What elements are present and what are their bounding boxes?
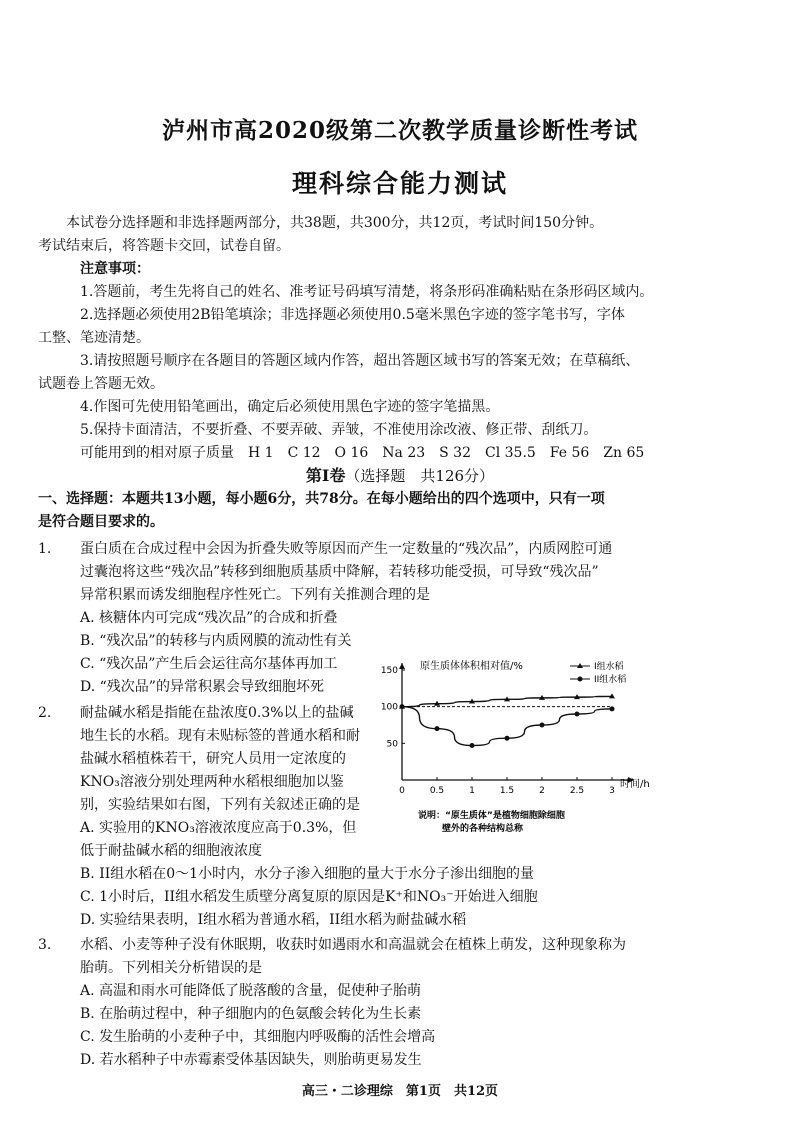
y-axis-arrow [399, 663, 405, 669]
legend-entry: I组水稻 [594, 662, 624, 672]
page-footer: 高三・二诊理综 第1页 共12页 [301, 1084, 499, 1099]
notice-line: 5.保持卡面清洁，不要折叠、不要弄破、弄皱，不准使用涂改液、修正带、刮纸刀。 [80, 422, 598, 438]
part-heading-line-1: 一、选择题：本题共13小题，每小题6分，共78分。在每小题给出的四个选项中，只有一项 [38, 491, 605, 507]
intro-line-1: 本试卷分选择题和非选择题两部分，共38题，共300分，共12页，考试时间150分钟。 [66, 215, 604, 231]
section-heading [0, 463, 800, 486]
chart-xlabel: 时间/h [620, 779, 650, 790]
protoplast-volume-chart [370, 655, 670, 835]
q1-option-d: D. “残次品”的异常积累会导致细胞坏死 [80, 679, 324, 695]
q2-stem-line: KNO₃溶液分别处理两种水稻根细胞加以鉴 [80, 774, 344, 790]
question-number: 3. [38, 937, 52, 953]
section-detail: （选择题 共126分） [345, 467, 495, 485]
notice-line: 1.答题前，考生先将自己的姓名、准考证号码填写清楚，将条形码准确粘贴在条形码区域内。 [80, 284, 654, 300]
legend-entry: II组水稻 [594, 675, 627, 685]
notice-line: 2.选择题必须使用2B铅笔填涂；非选择题必须使用0.5毫米黑色字迹的签字笔书写，字体 [80, 307, 625, 323]
q3-option-d: D. 若水稻种子中赤霉素受体基因缺失，则胎萌更易发生 [80, 1052, 422, 1068]
q3-option-a: A. 高温和雨水可能降低了脱落酸的含量，促使种子胎萌 [80, 983, 422, 999]
y-tick-label: 100 [380, 702, 398, 713]
q2-option-a-cont: 低于耐盐碱水稻的细胞液浓度 [80, 843, 262, 859]
q1-stem-line: 异常积累而诱发细胞程序性死亡。下列有关推测合理的是 [80, 587, 430, 603]
legend-marker [578, 677, 583, 682]
x-tick-label: 1 [469, 786, 475, 796]
section-title: 第Ⅰ卷 [305, 466, 346, 485]
chart-ylabel: 原生质体体积相对值/% [420, 661, 523, 672]
data-point [575, 712, 580, 717]
exam-subtitle: 理科综合能力测试 [291, 169, 508, 198]
q1-stem-line: 蛋白质在合成过程中会因为折叠失败等原因而产生一定数量的“残次品”，内质网腔可通 [80, 541, 613, 557]
x-tick-label: 1.5 [499, 786, 515, 796]
q3-stem-line: 水稻、小麦等种子没有休眠期，收获时如遇雨水和高温就会在植株上萌发，这种现象称为 [80, 937, 626, 953]
notice-line: 4.作图可先使用铅笔画出，确定后必须使用黑色字迹的签字笔描黑。 [80, 399, 500, 415]
data-point [540, 723, 545, 728]
x-tick-label: 3 [609, 786, 615, 796]
q3-option-c: C. 发生胎萌的小麦种子中，其细胞内呼吸酶的活性会增高 [80, 1029, 436, 1045]
q2-option-c: C. 1小时后，II组水稻发生质壁分离复原的原因是K⁺和NO₃⁻开始进入细胞 [80, 889, 538, 905]
notice-line: 试题卷上答题无效。 [38, 376, 164, 392]
q2-stem-line: 别，实验结果如右图，下列有关叙述正确的是 [80, 797, 360, 813]
x-tick-label: 2 [539, 786, 545, 796]
question-number: 2. [38, 705, 52, 721]
data-point [505, 736, 510, 741]
notice-heading: 注意事项： [80, 261, 150, 277]
x-tick-label: 0 [399, 786, 405, 796]
intro-line-2: 考试结束后，将答题卡交回，试卷自留。 [38, 238, 290, 254]
q2-stem-line: 地生长的水稻。现有未贴标签的普通水稻和耐 [80, 728, 360, 744]
y-tick-label: 150 [380, 666, 398, 676]
part-heading-line-2: 是符合题目要求的。 [38, 514, 164, 530]
q2-option-b: B. II组水稻在0～1小时内，水分子渗入细胞的量大于水分子渗出细胞的量 [80, 866, 535, 882]
chart-note-line: 说明：“原生质体”是植物细胞除细胞 [418, 811, 565, 821]
q2-stem-line: 盐碱水稻植株若干，研究人员用一定浓度的 [80, 751, 346, 767]
exam-title: 泸州市高2020级第二次教学质量诊断性考试 [161, 117, 638, 144]
q3-option-b: B. 在胎萌过程中，种子细胞内的色氨酸会转化为生长素 [80, 1006, 422, 1022]
q2-option-a: A. 实验用的KNO₃溶液浓度应高于0.3%，但 [80, 820, 357, 836]
q1-option-b: B. “残次品”的转移与内质网膜的流动性有关 [80, 633, 352, 649]
notice-line: 工整、笔迹清楚。 [38, 330, 150, 346]
y-tick-label: 50 [386, 739, 398, 750]
question-number: 1. [38, 541, 52, 557]
atomic-mass-line: 可能用到的相对原子质量 H 1 C 12 O 16 Na 23 S 32 Cl 35.5 Fe 56 Zn 65 [80, 445, 645, 461]
data-point [435, 726, 440, 731]
q1-stem-line: 过囊泡将这些“残次品”转移到细胞质基质中降解，若转移功能受损，可导致“残次品” [80, 564, 599, 580]
q2-option-d: D. 实验结果表明，I组水稻为普通水稻，II组水稻为耐盐碱水稻 [80, 912, 467, 928]
data-point [400, 704, 405, 709]
q3-stem-line: 胎萌。下列相关分析错误的是 [80, 960, 262, 976]
notice-line: 3.请按照题号顺序在各题目的答题区域内作答，超出答题区域书写的答案无效；在草稿纸、 [80, 353, 640, 369]
chart-note-line: 壁外的各种结构总称 [442, 824, 524, 834]
data-point [470, 743, 475, 748]
chart-marks [399, 663, 615, 748]
x-tick-label: 0.5 [429, 786, 445, 796]
data-point [610, 706, 615, 711]
q2-stem-line: 耐盐碱水稻是指能在盐浓度0.3%以上的盐碱 [80, 705, 354, 721]
q1-option-a: A. 核糖体内可完成“残次品”的合成和折叠 [80, 610, 338, 626]
x-tick-label: 2.5 [569, 786, 585, 796]
q1-option-c: C. “残次品”产生后会运往高尔基体再加工 [80, 656, 338, 672]
